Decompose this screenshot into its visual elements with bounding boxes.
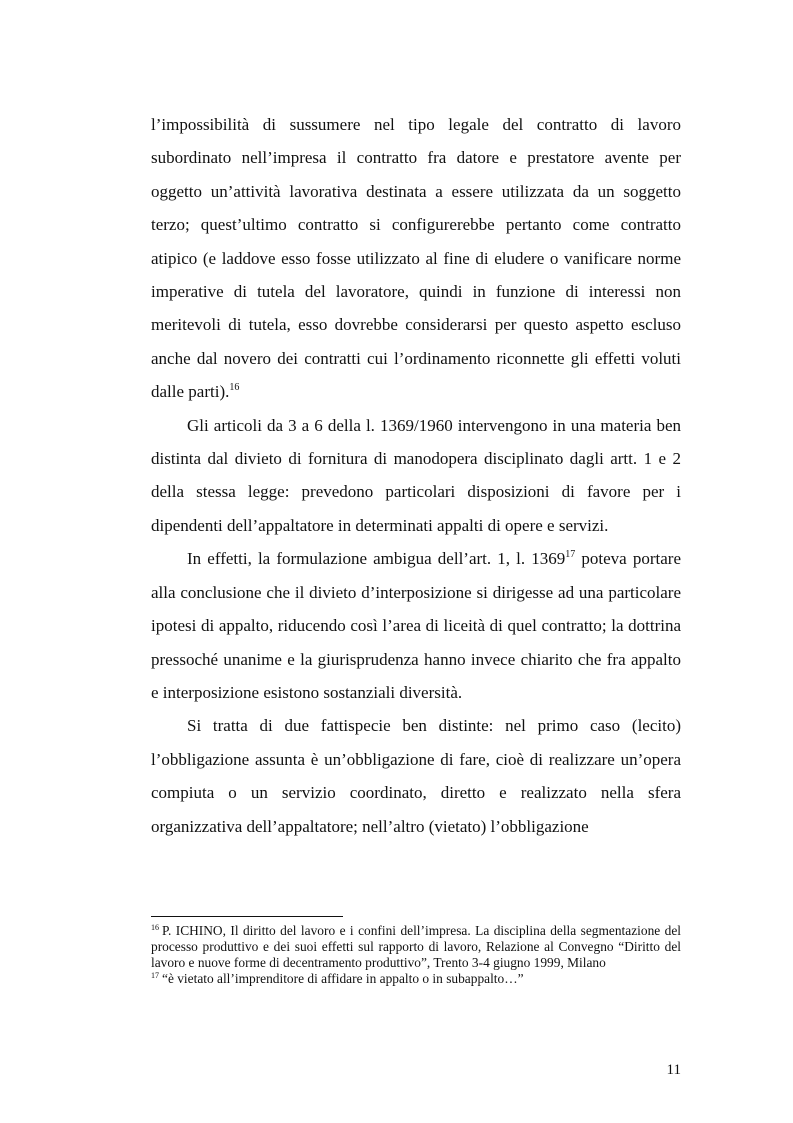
paragraph-1 [151, 108, 681, 409]
footnote-17-text: “è vietato all’imprenditore di affidare in appalto o in subappalto…” [162, 971, 524, 986]
footnote-separator [151, 916, 343, 917]
paragraph-3 [151, 542, 681, 709]
paragraph-4: Si tratta di due fattispecie ben distinte: nel primo caso (lecito) l’obbligazione assunta è un’obbligazione di fare, cioè di realizzare un’opera compiuta o un servizio coordinato, diretto e realizzato nella sfera organizzativa dell’appaltatore; nell’altro (vietato) l’obbligazione [151, 716, 681, 836]
footnote-16-text: P. ICHINO, Il diritto del lavoro e i confini dell’impresa. La disciplina della segmentazione del processo produttivo e dei suoi effetti sul rapporto di lavoro, Relazione al Convegno “Diritto del lavoro e nuove forme di decentramento produttivo”, Trento 3-4 giugno 1999, Milano [151, 923, 681, 970]
footnote-17 [151, 971, 681, 987]
footnote-16 [151, 923, 681, 971]
main-text [151, 108, 681, 843]
footnotes [151, 923, 681, 987]
paragraph-3-text-after: poteva portare alla conclusione che il divieto d’interposizione si dirigesse ad una particolare ipotesi di appalto, riducendo così l’area di liceità di quel contratto; la dottrina pressoché unanime e la giurisprudenza hanno invece chiarito che fra appalto e interposizione esistono sostanziali diversità. [151, 549, 681, 702]
page-number: 11 [666, 1062, 681, 1078]
footnote-number-17: 17 [151, 971, 159, 980]
paragraph-2: Gli articoli da 3 a 6 della l. 1369/1960 intervengono in una materia ben distinta dal divieto di fornitura di manodopera disciplinato dagli artt. 1 e 2 della stessa legge: prevedono particolari disposizioni di favore per i dipendenti dell’appaltatore in determinati appalti di opere e servizi. [151, 415, 681, 535]
footnote-number-16: 16 [151, 923, 159, 932]
paragraph-1-text: l’impossibilità di sussumere nel tipo legale del contratto di lavoro subordinato nell’impresa il contratto fra datore e prestatore avente per oggetto un’attività lavorativa destinata a essere utilizzata da un soggetto terzo; quest’ultimo contratto si configurerebbe pertanto come contratto atipico (e laddove esso fosse utilizzato al fine di eludere o vanificare norme imperative di tutela del lavoratore, quindi in funzione di interessi non meritevoli di tutela, esso dovrebbe considerarsi per questo aspetto escluso anche dal novero dei contratti cui l’ordinamento riconnette gli effetti voluti dalle parti). [151, 115, 681, 402]
footnote-ref-16[interactable]: 16 [229, 382, 240, 394]
footnote-ref-17[interactable]: 17 [565, 549, 576, 561]
paragraph-3-text-before: In effetti, la formulazione ambigua dell’art. 1, l. 1369 [187, 549, 566, 569]
